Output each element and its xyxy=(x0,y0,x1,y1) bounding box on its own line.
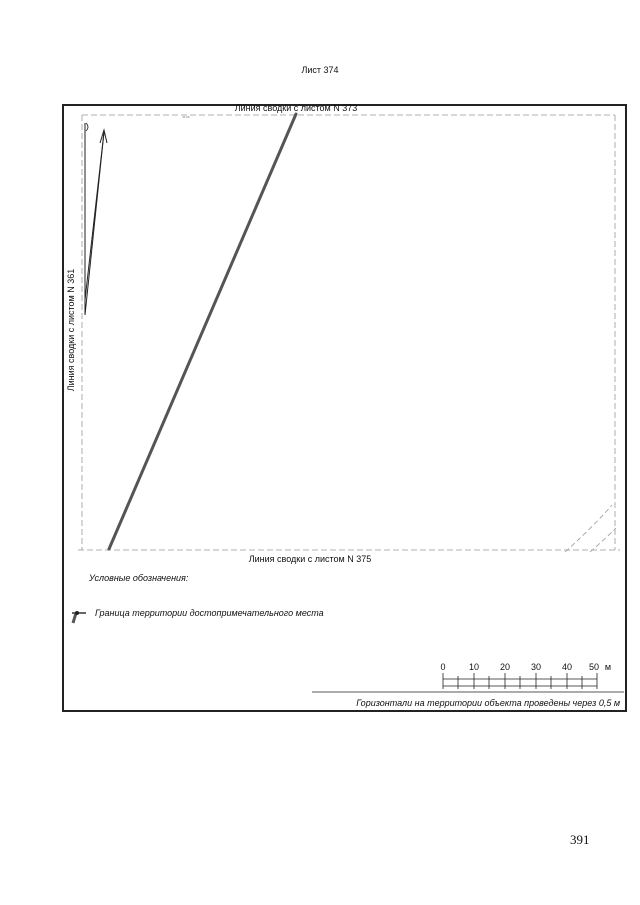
contour-label: 44.95 xyxy=(182,115,190,119)
match-line-bottom-label: Линия сводки с листом N 375 xyxy=(248,554,372,564)
scale-tick-50: 50 xyxy=(588,662,600,672)
match-line-top-label: Линия сводки с листом N 373 xyxy=(234,103,358,113)
scale-tick-0: 0 xyxy=(440,662,446,672)
scale-unit: м xyxy=(604,662,612,672)
boundary-line-icon xyxy=(72,611,86,623)
scale-tick-30: 30 xyxy=(530,662,542,672)
match-line-left-label: Линия сводки с листом N 361 xyxy=(66,268,76,392)
legend-item-label: Граница территории достопримечательного места xyxy=(95,608,324,618)
north-arrow-icon xyxy=(85,123,107,315)
scale-tick-20: 20 xyxy=(499,662,511,672)
scale-tick-40: 40 xyxy=(561,662,573,672)
scale-bar xyxy=(440,662,611,689)
scale-tick-10: 10 xyxy=(468,662,480,672)
site-boundary-line xyxy=(109,114,296,549)
contour-lines xyxy=(565,505,616,552)
sheet-extent-dashed xyxy=(78,115,620,550)
page-number: 391 xyxy=(570,832,590,847)
legend-title: Условные обозначения: xyxy=(89,573,189,583)
contour-note: Горизонтали на территории объекта проведены через 0,5 м xyxy=(356,698,620,708)
sheet-title: Лист 374 xyxy=(301,65,339,75)
